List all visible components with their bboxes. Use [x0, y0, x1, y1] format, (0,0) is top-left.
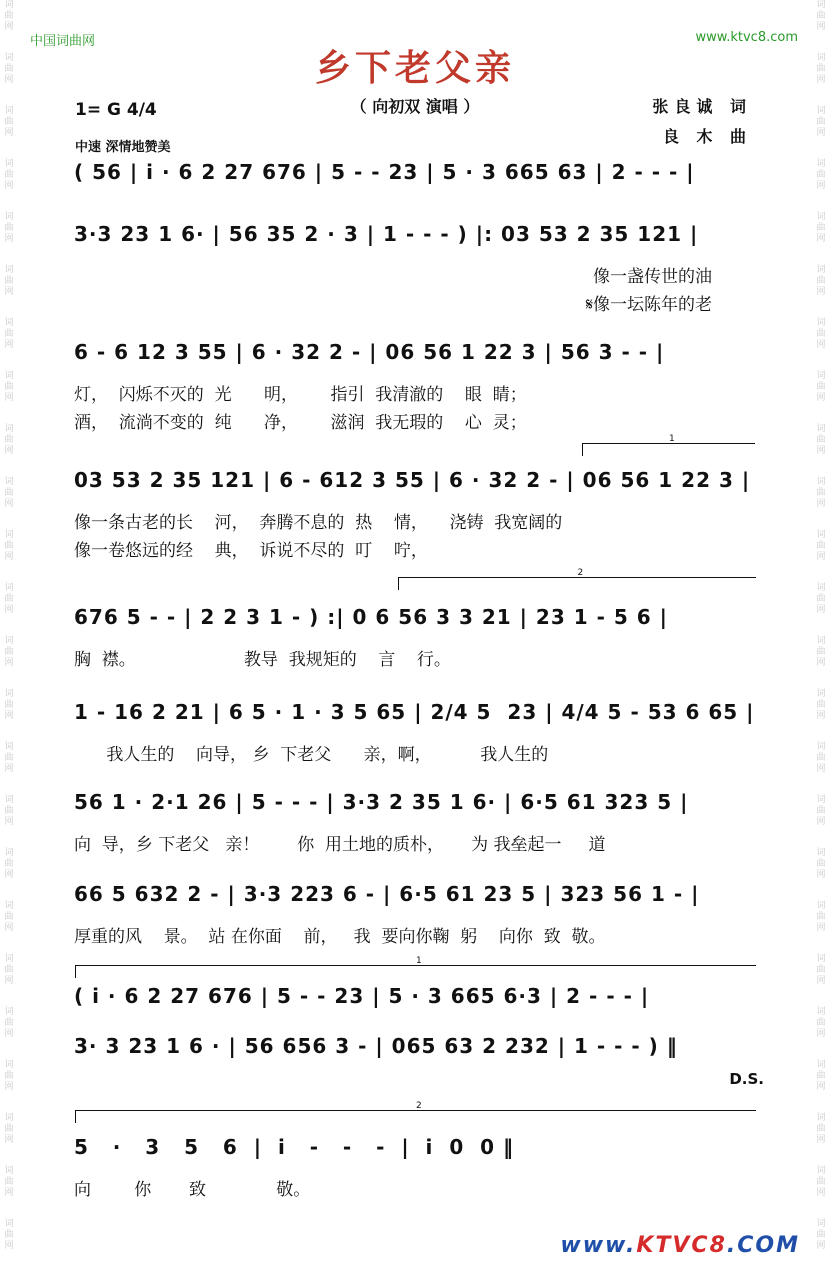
watermark-text: 词 曲 网 [4, 636, 14, 668]
composer-credit: 良 木 曲 [662, 127, 752, 146]
lyric-line: 我人生的 向导， 乡 下老父 亲，啊， 我人生的 [74, 745, 549, 765]
right-watermark-strip [814, 0, 828, 1281]
watermark-text: 词 曲 网 [816, 265, 826, 297]
notation-line: 3· 3 23 1 6 · | 56 656 3 - | 065 63 2 232 | 1 - - - ) ‖ [74, 1034, 678, 1058]
watermark-text: 词 曲 网 [4, 1060, 14, 1092]
left-watermark-strip [2, 0, 16, 1281]
lyric-line: 像一盏传世的油 [593, 267, 712, 287]
volta-bracket: 1 [75, 965, 756, 978]
watermark-text: 词 曲 网 [816, 106, 826, 138]
watermark-text: 词 曲 网 [816, 371, 826, 403]
watermark-text: 词 曲 网 [816, 159, 826, 191]
logo-part: www. [560, 1233, 637, 1258]
lyric-line: 厚重的风 景。 站 在你面 前， 我 要向你鞠 躬 向你 致 敬。 [74, 927, 606, 947]
lyric-line: 酒， 流淌不变的 纯 净， 滋润 我无瑕的 心 灵； [74, 413, 527, 433]
lyric-line: 𝄋像一坛陈年的老 [585, 295, 712, 315]
notation-line: 6 - 6 12 3 55 | 6 · 32 2 - | 06 56 1 22 3 | 56 3 - - | [74, 340, 665, 364]
volta-bracket: 1 [582, 443, 755, 456]
watermark-text: 词 曲 网 [816, 636, 826, 668]
logo-part: KTVC8 [636, 1233, 727, 1258]
watermark-text: 词 曲 网 [816, 1166, 826, 1198]
watermark-text: 词 曲 网 [816, 954, 826, 986]
volta-bracket: 2 [398, 577, 756, 590]
watermark-text: 词 曲 网 [4, 583, 14, 615]
lyric-line: 像一条古老的长 河， 奔腾不息的 热 情， 浇铸 我宽阔的 [74, 513, 563, 533]
ds-marking: D.S. [729, 1070, 764, 1088]
watermark-text: 词 曲 网 [816, 1219, 826, 1251]
notation-line: ( i · 6 2 27 676 | 5 - - 23 | 5 · 3 665 6·3 | 2 - - - | [74, 984, 650, 1008]
watermark-text: 词 曲 网 [4, 1219, 14, 1251]
watermark-text: 词 曲 网 [4, 0, 14, 32]
watermark-text: 词 曲 网 [4, 954, 14, 986]
watermark-text: 词 曲 网 [4, 530, 14, 562]
watermark-text: 词 曲 网 [4, 265, 14, 297]
watermark-text: 词 曲 网 [4, 318, 14, 350]
watermark-text: 词 曲 网 [4, 1113, 14, 1145]
lyric-line: 灯， 闪烁不灭的 光 明， 指引 我清澈的 眼 睛； [74, 385, 527, 405]
watermark-text: 词 曲 网 [4, 901, 14, 933]
watermark-text: 词 曲 网 [816, 848, 826, 880]
lyric-line: 向 你 致 敬。 [74, 1180, 311, 1200]
watermark-text: 词 曲 网 [816, 742, 826, 774]
watermark-text: 词 曲 网 [816, 318, 826, 350]
watermark-text: 词 曲 网 [4, 1007, 14, 1039]
lyric-line: 胸 襟。 教导 我规矩的 言 行。 [74, 650, 451, 670]
watermark-text: 词 曲 网 [816, 212, 826, 244]
watermark-text: 词 曲 网 [4, 424, 14, 456]
watermark-text: 词 曲 网 [816, 53, 826, 85]
watermark-text: 词 曲 网 [816, 477, 826, 509]
watermark-text: 词 曲 网 [816, 530, 826, 562]
singer-credit: （ 向初双 演唱 ） [350, 97, 480, 116]
lyric-line: 向 导，乡 下老父 亲！ 你 用土地的质朴， 为 我垒起一 道 [74, 835, 606, 855]
key-signature: 1= G 4/4 [75, 100, 157, 120]
notation-line: 03 53 2 35 121 | 6 - 612 3 55 | 6 · 32 2 - | 06 56 1 22 3 | [74, 468, 751, 492]
watermark-text: 词 曲 网 [816, 1113, 826, 1145]
volta-bracket: 2 [75, 1110, 756, 1123]
watermark-text: 词 曲 网 [816, 795, 826, 827]
watermark-text: 词 曲 网 [4, 795, 14, 827]
watermark-text: 词 曲 网 [816, 901, 826, 933]
site-url-right[interactable]: www.ktvc8.com [695, 30, 798, 45]
watermark-text: 词 曲 网 [4, 371, 14, 403]
watermark-text: 词 曲 网 [4, 689, 14, 721]
watermark-text: 词 曲 网 [816, 689, 826, 721]
notation-line: 66 5 632 2 - | 3·3 223 6 - | 6·5 61 23 5 | 323 56 1 - | [74, 882, 700, 906]
notation-line: 1 - 16 2 21 | 6 5 · 1 · 3 5 65 | 2/4 5 23 | 4/4 5 - 53 6 65 | [74, 700, 755, 724]
watermark-text: 词 曲 网 [816, 0, 826, 32]
lyricist-credit: 张良诚 词 [652, 97, 752, 116]
notation-line: 56 1 · 2·1 26 | 5 - - - | 3·3 2 35 1 6· | 6·5 61 323 5 | [74, 790, 689, 814]
watermark-text: 词 曲 网 [4, 159, 14, 191]
watermark-text: 词 曲 网 [4, 477, 14, 509]
watermark-text: 词 曲 网 [816, 424, 826, 456]
watermark-text: 词 曲 网 [4, 212, 14, 244]
site-logo[interactable] [560, 1233, 800, 1258]
watermark-text: 词 曲 网 [4, 848, 14, 880]
song-title: 乡下老父亲 [314, 48, 515, 89]
logo-part: .COM [726, 1233, 800, 1258]
watermark-text: 词 曲 网 [4, 53, 14, 85]
lyric-line: 像一卷悠远的经 典， 诉说不尽的 叮 咛， [74, 541, 428, 561]
notation-line: ( 56 | i · 6 2 27 676 | 5 - - 23 | 5 · 3 665 63 | 2 - - - | [74, 160, 695, 184]
watermark-text: 词 曲 网 [816, 1060, 826, 1092]
notation-line: 5 · 3 5 6 | i - - - | i 0 0 ‖ [74, 1135, 515, 1159]
watermark-text: 词 曲 网 [816, 583, 826, 615]
tempo-marking: 中速 深情地赞美 [75, 140, 171, 155]
watermark-text: 词 曲 网 [816, 1007, 826, 1039]
site-name-left[interactable]: 中国词曲网 [30, 34, 96, 49]
watermark-text: 词 曲 网 [4, 106, 14, 138]
watermark-text: 词 曲 网 [4, 742, 14, 774]
notation-line: 3·3 23 1 6· | 56 35 2 · 3 | 1 - - - ) |: 03 53 2 35 121 | [74, 222, 699, 246]
watermark-text: 词 曲 网 [4, 1166, 14, 1198]
notation-line: 676 5 - - | 2 2 3 1 - ) :| 0 6 56 3 3 21 | 23 1 - 5 6 | [74, 605, 668, 629]
